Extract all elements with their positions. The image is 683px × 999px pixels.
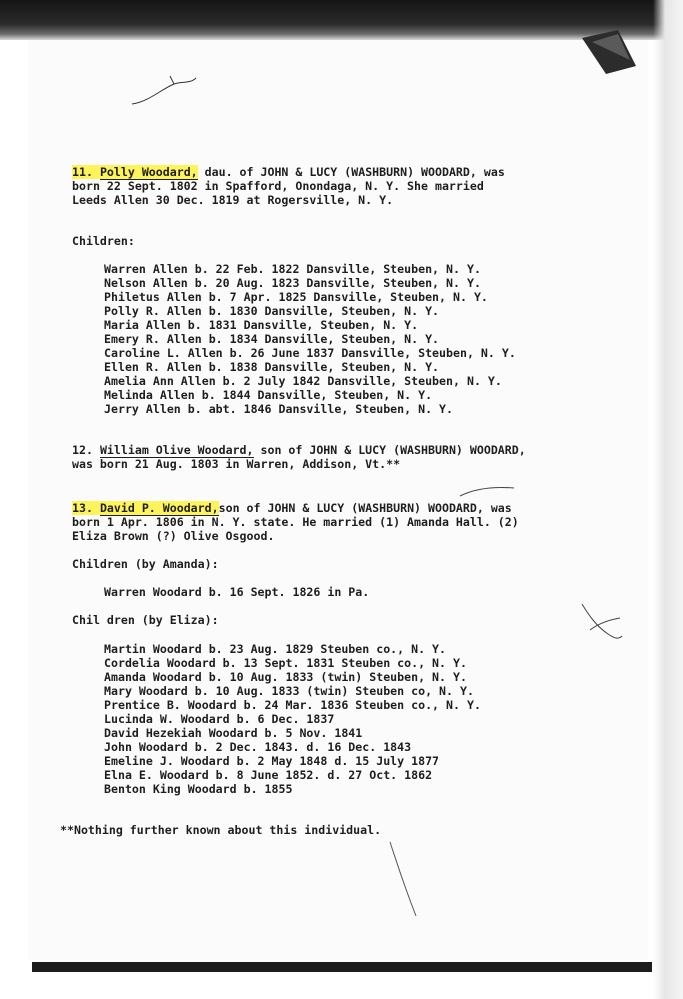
entry-12-line-2: was born 21 Aug. 1803 in Warren, Addison, Vt.** xyxy=(72,457,401,471)
pen-scribble-top xyxy=(130,72,200,112)
entry-12-name: William Olive Woodard, xyxy=(99,443,254,457)
entry-12-line-1 xyxy=(72,444,526,457)
folded-corner xyxy=(578,28,640,76)
entry-11-line-1 xyxy=(72,166,505,179)
children-heading-amanda: Children (by Amanda): xyxy=(72,557,219,571)
list-item: Amanda Woodard b. 10 Aug. 1833 (twin) Steuben, N. Y. xyxy=(104,670,467,684)
list-item: Lucinda W. Woodard b. 6 Dec. 1837 xyxy=(104,712,335,726)
entry-12-parents: son of JOHN & LUCY (WASHBURN) WOODARD, xyxy=(253,443,526,457)
entry-13-parents: son of JOHN & LUCY (WASHBURN) WOODARD, was xyxy=(218,501,512,515)
children-heading-eliza: Chil dren (by Eliza): xyxy=(72,613,219,627)
entry-12-number: 12. xyxy=(72,443,93,457)
list-item: Caroline L. Allen b. 26 June 1837 Dansville, Steuben, N. Y. xyxy=(104,346,516,360)
footnote: **Nothing further known about this individual. xyxy=(60,823,382,837)
list-item: Maria Allen b. 1831 Dansville, Steuben, N. Y. xyxy=(104,318,419,332)
list-item: Mary Woodard b. 10 Aug. 1833 (twin) Steuben co, N. Y. xyxy=(104,684,474,698)
entry-13-line-1 xyxy=(72,502,512,515)
list-item: Amelia Ann Allen b. 2 July 1842 Dansville, Steuben, N. Y. xyxy=(104,374,502,388)
list-item: Jerry Allen b. abt. 1846 Dansville, Steuben, N. Y. xyxy=(104,402,454,416)
list-item: Warren Woodard b. 16 Sept. 1826 in Pa. xyxy=(104,585,370,599)
entry-13-number: 13. xyxy=(72,501,93,515)
entry-11-number: 11. xyxy=(72,165,93,179)
entry-13-line-2: born 1 Apr. 1806 in N. Y. state. He married (1) Amanda Hall. (2) xyxy=(72,515,519,529)
list-item: John Woodard b. 2 Dec. 1843. d. 16 Dec. 1843 xyxy=(104,740,412,754)
entry-11-line-2: born 22 Sept. 1802 in Spafford, Onondaga, N. Y. She married xyxy=(72,179,484,193)
scan-right-edge xyxy=(653,0,683,999)
list-item: David Hezekiah Woodard b. 5 Nov. 1841 xyxy=(104,726,363,740)
entry-11-parents: dau. of JOHN & LUCY (WASHBURN) WOODARD, was xyxy=(197,165,505,179)
pen-scribble-right xyxy=(578,600,628,650)
list-item: Emeline J. Woodard b. 2 May 1848 d. 15 July 1877 xyxy=(104,754,440,768)
entry-13-name: David P. Woodard, xyxy=(99,501,219,515)
list-item: Martin Woodard b. 23 Aug. 1829 Steuben co., N. Y. xyxy=(104,642,447,656)
list-item: Nelson Allen b. 20 Aug. 1823 Dansville, Steuben, N. Y. xyxy=(104,276,481,290)
pen-mark-bottom xyxy=(388,840,428,920)
children-heading-1: Children: xyxy=(72,234,135,248)
list-item: Cordelia Woodard b. 13 Sept. 1831 Steuben co., N. Y. xyxy=(104,656,467,670)
list-item: Polly R. Allen b. 1830 Dansville, Steuben, N. Y. xyxy=(104,304,440,318)
scan-bottom-edge xyxy=(32,962,652,972)
list-item: Emery R. Allen b. 1834 Dansville, Steuben, N. Y. xyxy=(104,332,440,346)
list-item: Elna E. Woodard b. 8 June 1852. d. 27 Oct. 1862 xyxy=(104,768,433,782)
list-item: Benton King Woodard b. 1855 xyxy=(104,782,293,796)
list-item: Philetus Allen b. 7 Apr. 1825 Dansville, Steuben, N. Y. xyxy=(104,290,488,304)
list-item: Ellen R. Allen b. 1838 Dansville, Steuben, N. Y. xyxy=(104,360,440,374)
entry-11-name: Polly Woodard, xyxy=(99,165,198,179)
entry-13-line-3: Eliza Brown (?) Olive Osgood. xyxy=(72,529,275,543)
list-item: Warren Allen b. 22 Feb. 1822 Dansville, Steuben, N. Y. xyxy=(104,262,481,276)
entry-11-line-3: Leeds Allen 30 Dec. 1819 at Rogersville, N. Y. xyxy=(72,193,394,207)
pen-mark-entry12 xyxy=(458,480,518,500)
list-item: Prentice B. Woodard b. 24 Mar. 1836 Steuben co., N. Y. xyxy=(104,698,481,712)
list-item: Melinda Allen b. 1844 Dansville, Steuben, N. Y. xyxy=(104,388,433,402)
